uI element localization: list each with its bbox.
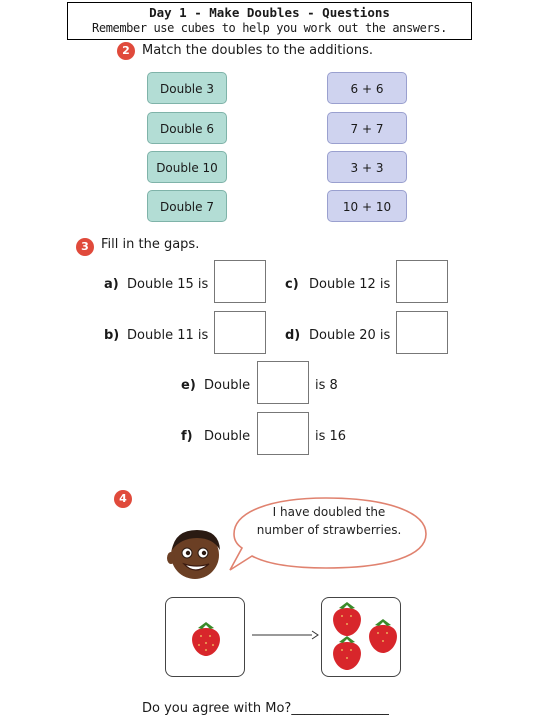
double-card[interactable]: Double 10 [147, 151, 227, 183]
item-letter-b: b) [104, 328, 120, 343]
speech-line-2: number of strawberries. [256, 523, 402, 537]
question-4-badge: 4 [114, 490, 132, 508]
speech-line-1: I have doubled the [272, 505, 386, 519]
strawberry-icon [369, 619, 397, 653]
mo-ear [167, 552, 175, 564]
item-letter-d: d) [285, 328, 301, 343]
double-card[interactable]: Double 3 [147, 72, 227, 104]
addition-card[interactable]: 7 + 7 [327, 112, 407, 144]
item-letter-e: e) [181, 378, 196, 393]
item-e-text: Double [204, 378, 251, 393]
answer-box-d[interactable] [396, 311, 448, 354]
answer-box-c[interactable] [396, 260, 448, 303]
strawberry-icon [333, 602, 361, 636]
agree-question-text: Do you agree with Mo? [142, 701, 292, 716]
answer-box-f[interactable] [257, 412, 309, 455]
worksheet-header [67, 2, 472, 40]
answer-box-b[interactable] [214, 311, 266, 354]
strawberry-icon [333, 636, 361, 670]
addition-card[interactable]: 10 + 10 [327, 190, 407, 222]
agree-answer-line[interactable]: _______________ [291, 701, 389, 716]
before-strawberry-box [165, 597, 245, 677]
worksheet-title: Day 1 - Make Doubles - Questions [149, 5, 390, 20]
item-f-after: is 16 [315, 429, 347, 444]
item-f-text: Double [204, 429, 251, 444]
item-d-text: Double 20 is [309, 328, 391, 343]
answer-box-e[interactable] [257, 361, 309, 404]
strawberry-icon [166, 598, 246, 678]
addition-card[interactable]: 6 + 6 [327, 72, 407, 104]
item-letter-f: f) [181, 429, 193, 444]
double-card[interactable]: Double 7 [147, 190, 227, 222]
item-a-text: Double 15 is [127, 277, 209, 292]
item-e-after: is 8 [315, 378, 338, 393]
double-card[interactable]: Double 6 [147, 112, 227, 144]
item-b-text: Double 11 is [127, 328, 209, 343]
agree-question [142, 701, 389, 716]
question-3-prompt: Fill in the gaps. [101, 237, 200, 252]
item-c-text: Double 12 is [309, 277, 391, 292]
item-letter-a: a) [104, 277, 119, 292]
question-3-badge: 3 [76, 238, 94, 256]
question-2-badge: 2 [117, 42, 135, 60]
addition-card[interactable]: 3 + 3 [327, 151, 407, 183]
answer-box-a[interactable] [214, 260, 266, 303]
item-letter-c: c) [285, 277, 299, 292]
after-strawberry-box [321, 597, 401, 677]
worksheet-instructions: Remember use cubes to help you work out the answers. [92, 21, 447, 35]
arrow-icon [250, 628, 320, 642]
mo-character-illustration [163, 522, 231, 584]
question-2-prompt: Match the doubles to the additions. [142, 43, 374, 58]
